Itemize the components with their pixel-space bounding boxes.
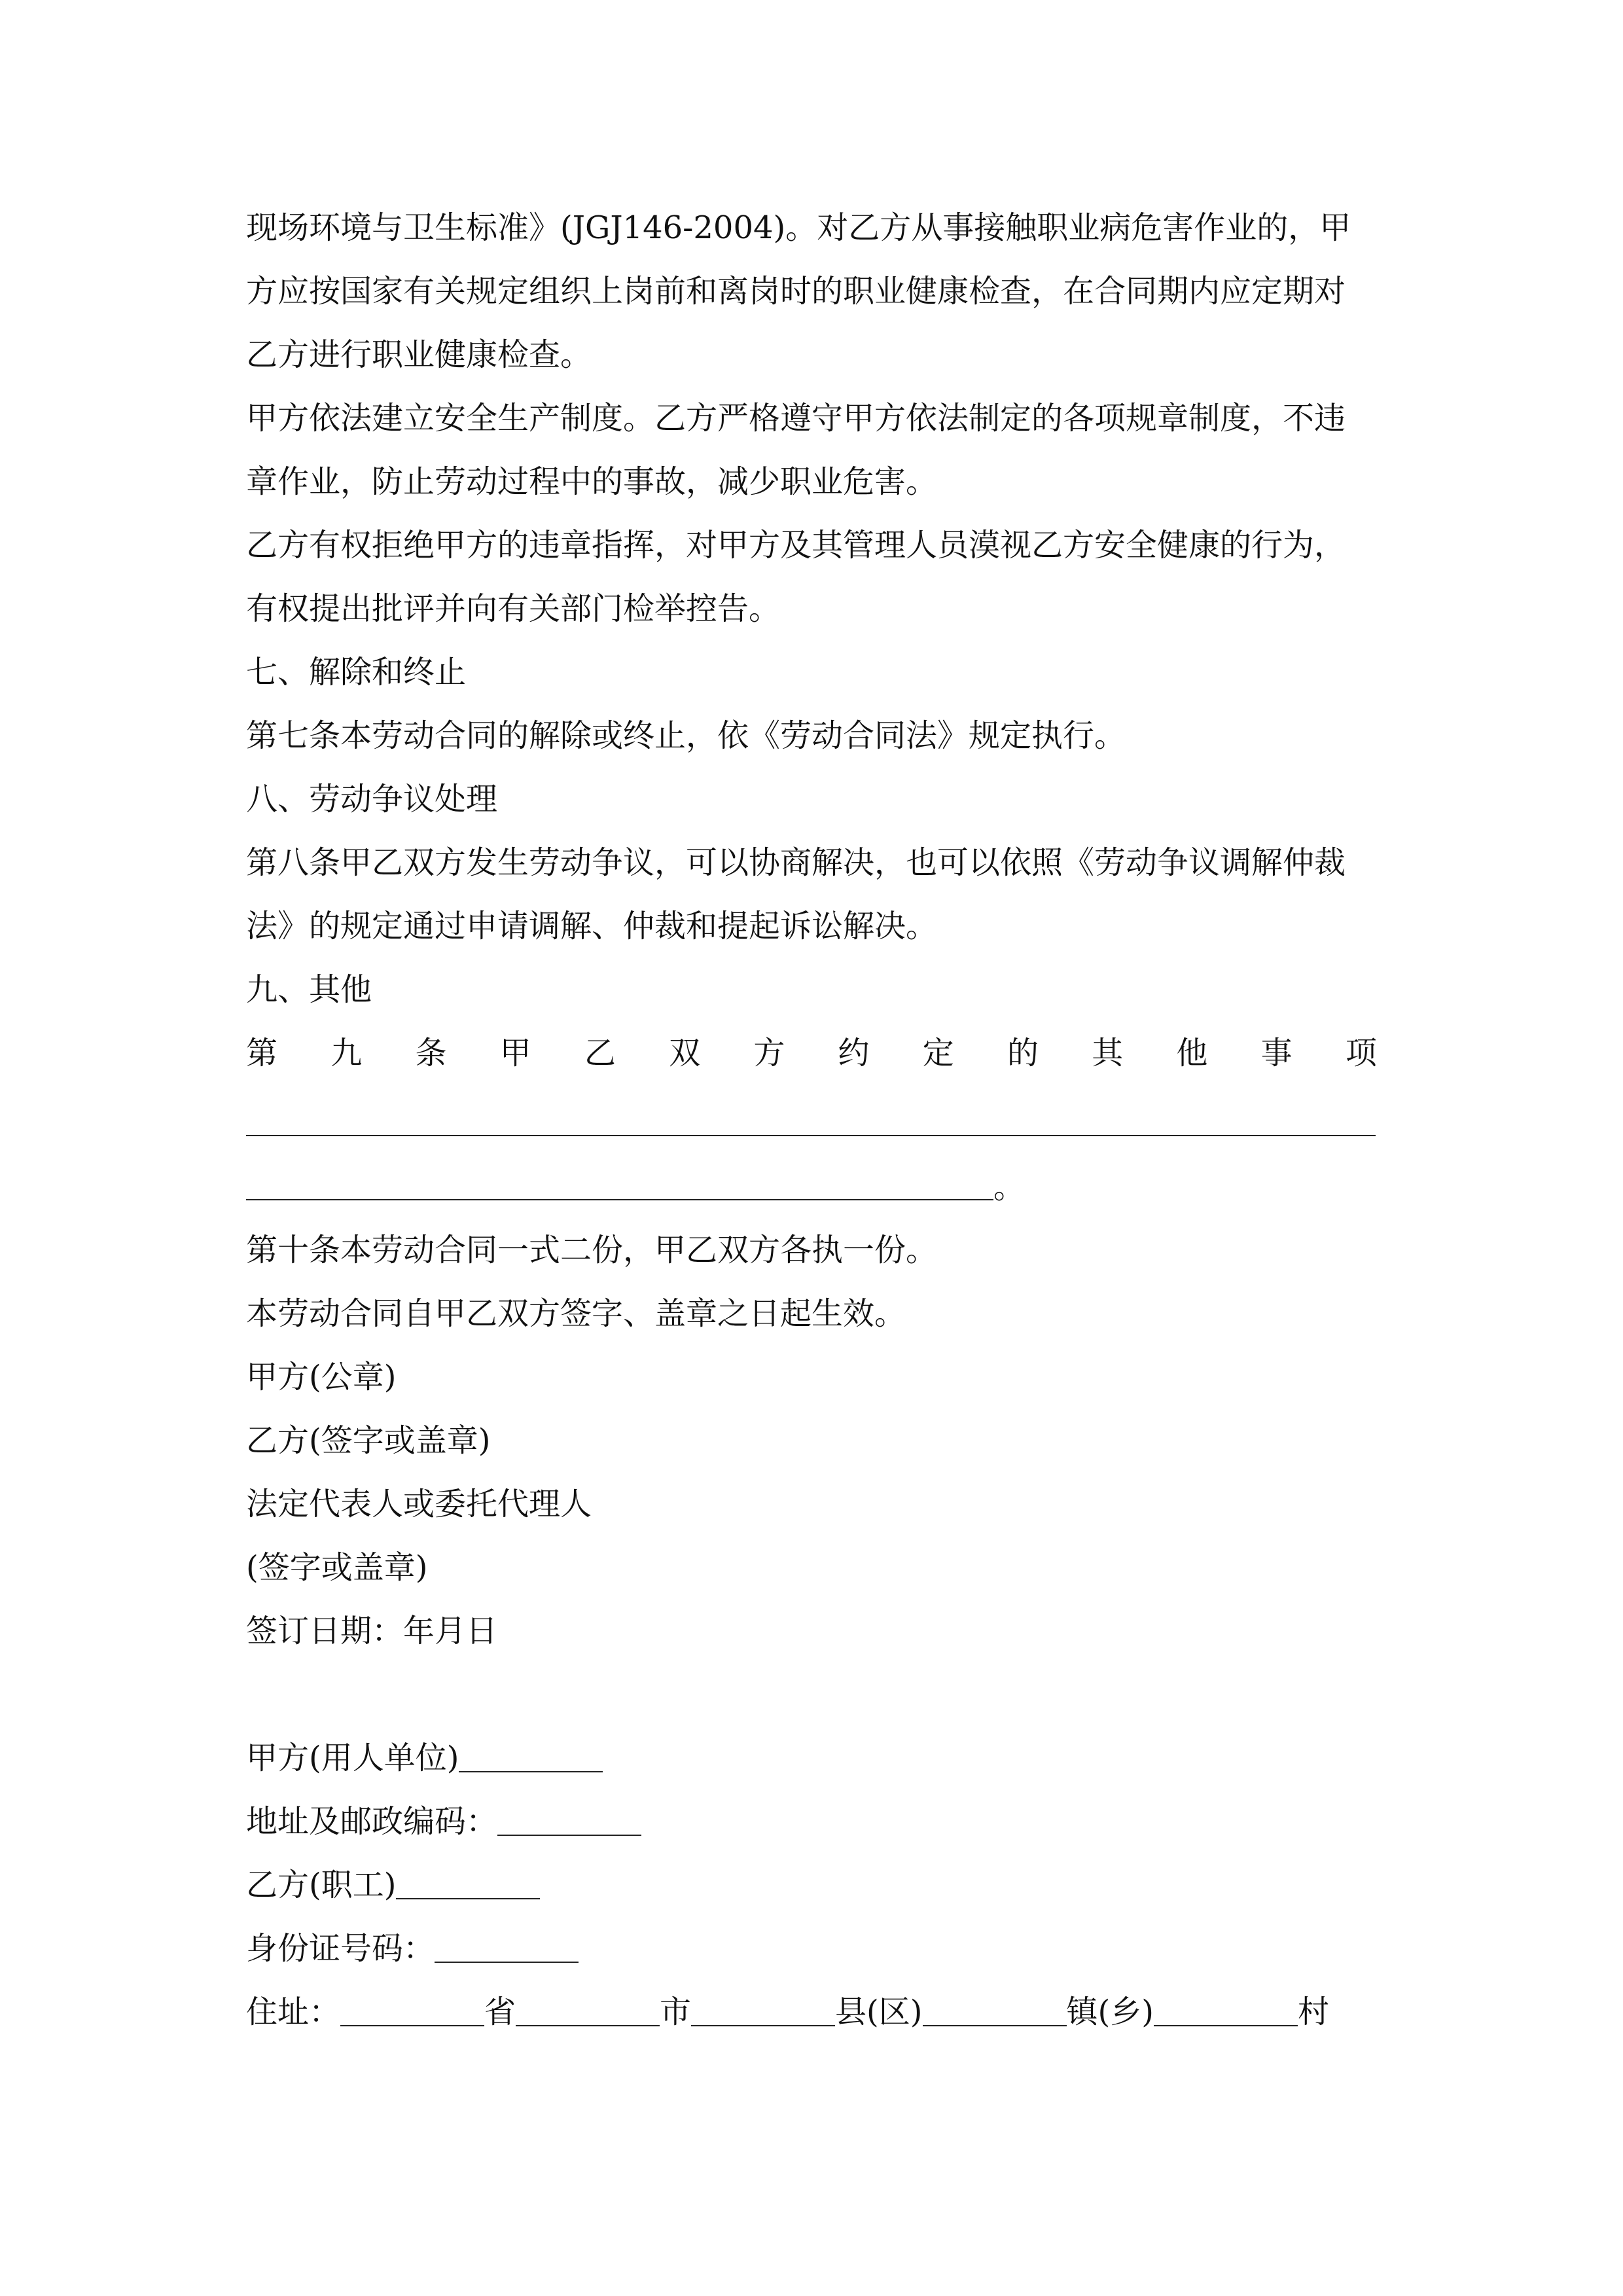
article-9-end-mark: 。 (993, 1169, 1026, 1206)
paragraph-line: 第七条本劳动合同的解除或终止，依《劳动合同法》规定执行。 (246, 717, 1126, 754)
field-label: 村 (1297, 1994, 1329, 2030)
fill-in-blank[interactable] (340, 1994, 484, 2026)
fill-in-blank-line (246, 1199, 993, 1200)
signing-date-label: 签订日期：年月日 (246, 1613, 498, 1649)
article-9-char: 甲 (499, 1035, 531, 1071)
paragraph-line: 现场环境与卫生标准》(JGJ146-2004)。对乙方从事接触职业病危害作业的，甲 (246, 209, 1351, 246)
signature-label: 甲方(公章) (246, 1359, 397, 1395)
paragraph-line: 乙方有权拒绝甲方的违章指挥，对甲方及其管理人员漠视乙方安全健康的行为， (246, 527, 1346, 564)
fill-in-blank-line (246, 1135, 1376, 1136)
field-label: 市 (660, 1994, 692, 2030)
employer-field (246, 1738, 603, 1778)
section-heading: 七、解除和终止 (246, 654, 467, 691)
signature-label: 法定代表人或委托代理人 (246, 1486, 592, 1522)
article-9-char: 其 (1092, 1035, 1124, 1071)
article-9-char: 方 (753, 1035, 785, 1071)
section-heading: 九、其他 (246, 971, 372, 1008)
paragraph-line: 甲方依法建立安全生产制度。乙方严格遵守甲方依法制定的各项规章制度，不违 (246, 400, 1346, 437)
article-9-char: 九 (330, 1035, 363, 1071)
fill-in-blank[interactable] (459, 1740, 603, 1772)
article-9-char: 他 (1176, 1035, 1208, 1071)
article-9-char: 第 (246, 1035, 278, 1071)
paragraph-line: 第十条本劳动合同一式二份，甲乙双方各执一份。 (246, 1232, 938, 1268)
fill-in-blank[interactable] (396, 1867, 540, 1899)
paragraph-line: 本劳动合同自甲乙双方签字、盖章之日起生效。 (246, 1295, 906, 1332)
paragraph-line: 章作业，防止劳动过程中的事故，减少职业危害。 (246, 463, 938, 500)
article-9-char: 事 (1260, 1035, 1293, 1071)
signature-label: (签字或盖章) (246, 1549, 428, 1586)
field-label: 身份证号码： (246, 1930, 435, 1967)
paragraph-line: 方应按国家有关规定组织上岗前和离岗时的职业健康检查，在合同期内应定期对 (246, 273, 1346, 310)
fill-in-blank[interactable] (1154, 1994, 1298, 2026)
paragraph-line: 有权提出批评并向有关部门检举控告。 (246, 590, 781, 627)
article-9-char: 条 (415, 1035, 447, 1071)
article-9-line (246, 1033, 1377, 1073)
signature-label: 乙方(签字或盖章) (246, 1422, 491, 1459)
article-9-char: 约 (838, 1035, 870, 1071)
article-9-char: 双 (669, 1035, 701, 1071)
article-9-char: 项 (1345, 1035, 1377, 1071)
field-label: 地址及邮政编码： (246, 1803, 498, 1840)
fill-in-blank[interactable] (691, 1994, 835, 2026)
field-label: 甲方(用人单位) (246, 1740, 459, 1776)
field-label: 镇(乡) (1066, 1994, 1154, 2030)
article-9-char: 乙 (584, 1035, 616, 1071)
paragraph-line: 乙方进行职业健康检查。 (246, 336, 592, 373)
field-label: 县(区) (835, 1994, 923, 2030)
id-number-field (246, 1929, 579, 1968)
field-label: 乙方(职工) (246, 1867, 397, 1903)
paragraph-line: 第八条甲乙双方发生劳动争议，可以协商解决，也可以依照《劳动争议调解仲裁 (246, 844, 1346, 881)
fill-in-blank[interactable] (923, 1994, 1067, 2026)
field-label: 住址： (246, 1994, 341, 2030)
fill-in-blank[interactable] (435, 1930, 579, 1963)
fill-in-blank[interactable] (497, 1803, 641, 1836)
address-postcode-field (246, 1802, 641, 1841)
paragraph-line: 法》的规定通过申请调解、仲裁和提起诉讼解决。 (246, 908, 938, 944)
section-heading: 八、劳动争议处理 (246, 781, 498, 817)
article-9-char: 定 (922, 1035, 954, 1071)
fill-in-blank[interactable] (516, 1994, 660, 2026)
employee-field (246, 1865, 540, 1905)
article-9-char: 的 (1007, 1035, 1039, 1071)
residence-field (246, 1992, 1329, 2032)
field-label: 省 (484, 1994, 516, 2030)
